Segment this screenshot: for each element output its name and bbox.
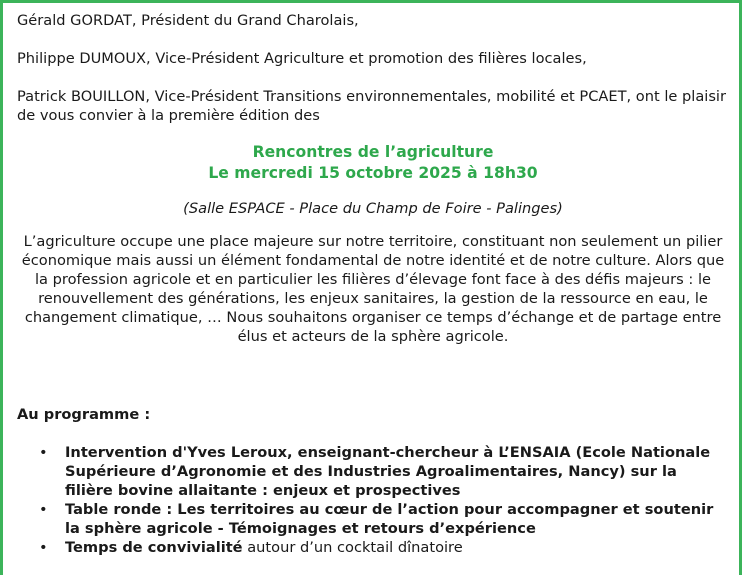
event-venue: (Salle ESPACE - Place du Champ de Foire - Palinges)	[183, 200, 563, 217]
president-line: Gérald GORDAT, Président du Grand Charolais,	[17, 12, 359, 29]
bullet-icon: •	[39, 539, 48, 556]
program-list	[17, 443, 729, 557]
program-item-bold: Table ronde : Les territoires au cœur de l’action pour accompagner et soutenir la sphère agricole - Témoignages et retours d’expérience	[65, 501, 714, 537]
vice-president-transitions-line: Patrick BOUILLON, Vice-Président Transitions environnementales, mobilité et PCAET, ont le plaisir de vous convier à la première édition des	[17, 88, 726, 124]
program-item-normal: autour d’un cocktail dînatoire	[242, 539, 463, 556]
program-item-bold: Intervention d'Yves Leroux, enseignant-chercheur à L’ENSAIA (Ecole Nationale Supérieure d’Agronomie et des Industries Agroalimentaires, Nancy) sur la filière bovine allaitante : enjeux et prospectives	[65, 444, 711, 499]
event-date: Le mercredi 15 octobre 2025 à 18h30	[208, 164, 538, 182]
vice-president-agriculture-line: Philippe DUMOUX, Vice-Président Agriculture et promotion des filières locales,	[17, 50, 587, 67]
intro-paragraph: L’agriculture occupe une place majeure sur notre territoire, constituant non seulement un pilier économique mais aussi un élément fondamental de notre identité et de notre culture. Alors que la profession agricole et en particulier les filières d’élevage font face à des défis majeurs : le renouvellement des générations, les enjeux sanitaires, la gestion de la ressource en eau, le changement climatique, … Nous souhaitons organiser ce temps d’échange et de partage entre élus et acteurs de la sphère agricole.	[21, 233, 725, 345]
event-title: Rencontres de l’agriculture	[252, 143, 494, 161]
program-item	[17, 500, 729, 538]
invitation-document	[17, 11, 729, 557]
program-item-bold: Temps de convivialité	[65, 539, 243, 556]
bullet-icon: •	[39, 501, 48, 518]
program-item	[17, 538, 729, 557]
bullet-icon: •	[39, 444, 48, 461]
program-heading: Au programme :	[17, 406, 151, 423]
program-item	[17, 443, 729, 500]
